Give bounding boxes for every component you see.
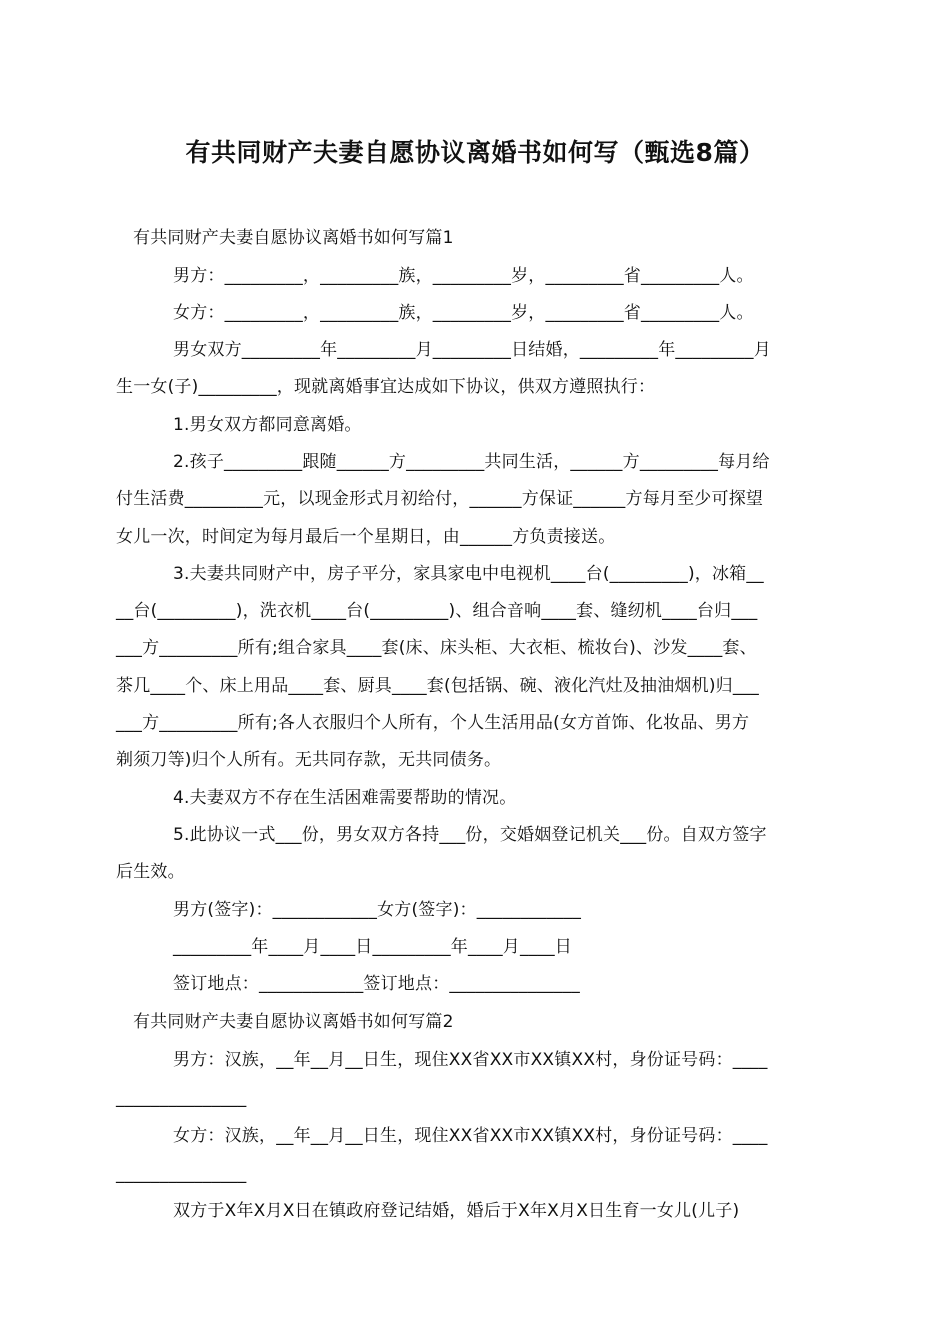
paragraph-line: 1.男女双方都同意离婚。 xyxy=(173,415,362,435)
section-heading-1: 有共同财产夫妻自愿协议离婚书如何写篇1 xyxy=(133,228,454,248)
paragraph-line: 男女双方_________年_________月_________日结婚，_________年_________月 xyxy=(173,340,771,360)
signature-line: 男方(签字)：____________女方(签字)：____________ xyxy=(173,900,582,920)
paragraph-line: ___方_________所有;组合家具____套(床、床头柜、大衣柜、梳妆台)、沙发____套、 xyxy=(116,638,757,658)
paragraph-line: 生一女(子)_________，现就离婚事宜达成如下协议，供双方遵照执行： xyxy=(116,377,656,397)
paragraph-line: 付生活费_________元，以现金形式月初给付，______方保证______方每月至少可探望 xyxy=(116,489,764,509)
paragraph-line: ___方_________所有;各人衣服归个人所有，个人生活用品(女方首饰、化妆品、男方 xyxy=(116,713,750,733)
section-heading-2: 有共同财产夫妻自愿协议离婚书如何写篇2 xyxy=(133,1012,454,1032)
paragraph-line: 女方：汉族，__年__月__日生，现住XX省XX市XX镇XX村，身份证号码：____ xyxy=(173,1126,768,1146)
page-title: 有共同财产夫妻自愿协议离婚书如何写（甄选8篇） xyxy=(185,138,765,167)
paragraph-line: 5.此协议一式___份，男女双方各持___份，交婚姻登记机关___份。自双方签字 xyxy=(173,825,767,845)
paragraph-line: 后生效。 xyxy=(116,862,185,882)
paragraph-line: 男方：_________，_________族，_________岁，_________省_________人。 xyxy=(173,266,754,286)
paragraph-line: 3.夫妻共同财产中，房子平分，家具家电中电视机____台(_________)，冰箱__ xyxy=(173,564,764,584)
paragraph-line: 2.孩子_________跟随______方_________共同生活，______方_________每月给 xyxy=(173,452,770,472)
paragraph-line: 茶几____个、床上用品____套、厨具____套(包括锅、碗、液化汽灶及抽油烟机)归___ xyxy=(116,676,759,696)
paragraph-line: _______________ xyxy=(116,1088,247,1108)
paragraph-line: 双方于X年X月X日在镇政府登记结婚，婚后于X年X月X日生育一女儿(儿子) xyxy=(173,1201,740,1221)
paragraph-line: 剃须刀等)归个人所有。无共同存款，无共同债务。 xyxy=(116,750,502,770)
location-line: 签订地点：____________签订地点：_______________ xyxy=(173,974,580,994)
paragraph-line: __台(_________)，洗衣机____台(_________)、组合音响____套、缝纫机____台归___ xyxy=(116,601,758,621)
paragraph-line: 男方：汉族，__年__月__日生，现住XX省XX市XX镇XX村，身份证号码：____ xyxy=(173,1050,768,1070)
date-line: _________年____月____日_________年____月____日 xyxy=(173,937,572,957)
paragraph-line: 女方：_________，_________族，_________岁，_________省_________人。 xyxy=(173,303,754,323)
paragraph-line: _______________ xyxy=(116,1164,247,1184)
paragraph-line: 女儿一次，时间定为每月最后一个星期日，由______方负责接送。 xyxy=(116,527,616,547)
paragraph-line: 4.夫妻双方不存在生活困难需要帮助的情况。 xyxy=(173,788,517,808)
